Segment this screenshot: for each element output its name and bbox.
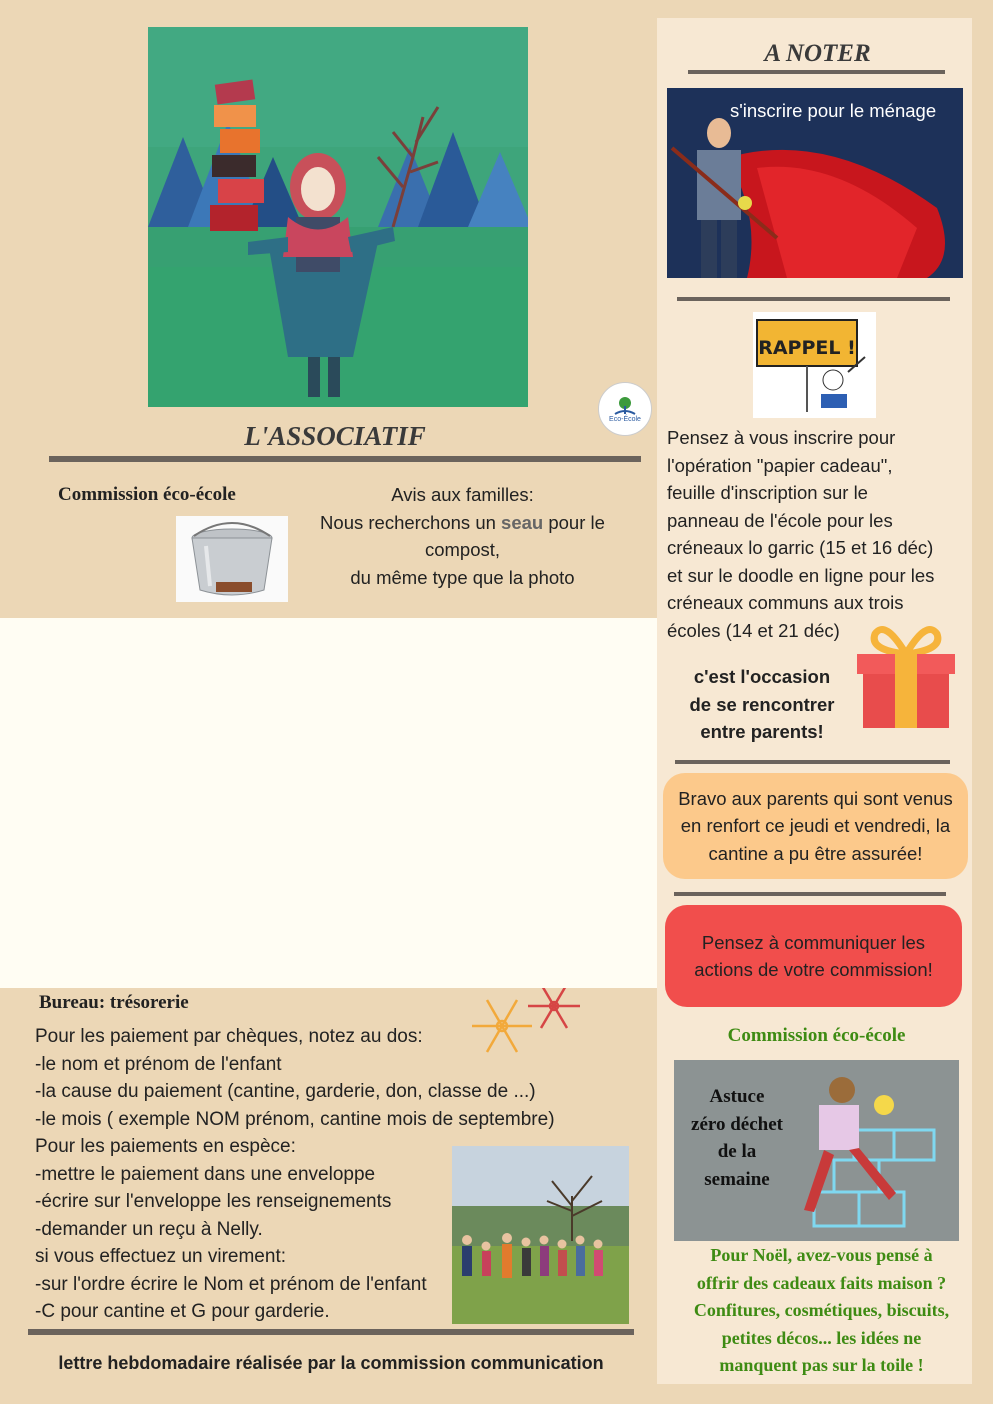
- bureau-line: -le mois ( exemple NOM prénom, cantine mois de septembre): [35, 1108, 555, 1130]
- rappel-sign-text: RAPPEL !: [758, 337, 856, 359]
- footer-text: lettre hebdomadaire réalisée par la commission communication: [58, 1353, 604, 1373]
- astuce-line: semaine: [704, 1168, 770, 1190]
- commission-eco-label: Commission éco-école: [58, 484, 236, 505]
- astuce-text: [678, 1083, 796, 1193]
- eco-badge-label: Eco-École: [609, 415, 641, 423]
- notice-line-3: compost,: [424, 539, 501, 560]
- astuce-line: Astuce: [709, 1086, 765, 1107]
- bucket-photo: [176, 516, 288, 602]
- noel-line: manquent pas sur la toile !: [719, 1355, 924, 1375]
- notice-line-2: [300, 509, 625, 537]
- communicate-bubble: [665, 905, 962, 1007]
- occasion-text: [662, 663, 862, 746]
- noel-line: petites décos... les idées ne: [721, 1327, 922, 1348]
- notice-line-2-pre: Nous recherchons un: [320, 511, 502, 533]
- astuce-line: de la: [717, 1141, 757, 1162]
- notice-text: [300, 481, 625, 591]
- gift-icon: [855, 624, 957, 728]
- paper-line: Pensez à vous inscrire pour: [667, 427, 896, 448]
- bravo-bubble: [663, 773, 968, 879]
- eco-commission-title: Commission éco-école: [727, 1025, 906, 1046]
- notice-line-1: Avis aux familles:: [391, 484, 534, 505]
- noel-line: offrir des cadeaux faits maison ?: [696, 1272, 947, 1293]
- bureau-line: Pour les paiements en espèce:: [35, 1136, 296, 1157]
- bureau-title: Bureau: trésorerie: [39, 992, 189, 1013]
- divider-rule: [674, 892, 946, 896]
- communicate-text: Pensez à communiquer les actions de votre commission!: [694, 931, 933, 980]
- papier-cadeau-text: [667, 424, 967, 644]
- occasion-line: entre parents!: [700, 721, 824, 742]
- bureau-line: si vous effectuez un virement:: [35, 1246, 286, 1267]
- illustration-woman-mountains: [148, 27, 528, 407]
- bureau-line: -la cause du paiement (cantine, garderie, don, classe de ...): [35, 1081, 536, 1102]
- bureau-line: -demander un reçu à Nelly.: [35, 1218, 263, 1240]
- notice-line-2-post: pour le: [543, 511, 605, 533]
- notice-line-4: du même type que la photo: [350, 566, 575, 588]
- occasion-line: de se rencontrer: [689, 693, 835, 715]
- divider-rule: [688, 70, 945, 74]
- kids-playing-photo: [452, 1146, 629, 1324]
- paper-line: créneaux lo garric (15 et 16 déc): [667, 537, 934, 558]
- eco-ecole-logo: [598, 382, 652, 436]
- paper-line: écoles (14 et 21 déc): [667, 619, 840, 641]
- divider-rule: [49, 456, 641, 462]
- occasion-line: c'est l'occasion: [693, 666, 831, 687]
- divider-rule: [677, 297, 950, 301]
- associatif-title: L'ASSOCIATIF: [244, 421, 426, 451]
- bureau-line: -mettre le paiement dans une enveloppe: [35, 1163, 376, 1185]
- paper-line: feuille d'inscription sur le: [667, 482, 868, 503]
- paper-line: l'opération "papier cadeau",: [667, 454, 893, 476]
- bureau-line: -le nom et prénom de l'enfant: [35, 1053, 282, 1075]
- rappel-sign-image: [753, 312, 876, 418]
- bureau-line: Pour les paiement par chèques, notez au dos:: [35, 1026, 423, 1047]
- menage-caption: s'inscrire pour le ménage: [730, 100, 937, 121]
- notice-bold-seau: seau: [501, 511, 544, 533]
- paper-line: panneau de l'école pour les: [667, 509, 893, 531]
- a-noter-title: A NOTER: [764, 40, 871, 67]
- paper-line: et sur le doodle en ligne pour les: [667, 564, 935, 586]
- paper-line: créneaux communs aux trois: [667, 592, 904, 613]
- noel-text: [660, 1242, 983, 1380]
- noel-line: Confitures, cosmétiques, biscuits,: [693, 1300, 950, 1320]
- bureau-line: -C pour cantine et G pour garderie.: [35, 1301, 330, 1322]
- divider-rule: [675, 760, 950, 764]
- divider-rule: [28, 1329, 634, 1335]
- astuce-line: zéro déchet: [691, 1113, 783, 1135]
- bravo-text: Bravo aux parents qui sont venus en renfort ce jeudi et vendredi, la cantine a pu être assurée!: [678, 787, 953, 864]
- blank-white-area: [0, 618, 657, 988]
- bureau-line: -écrire sur l'enveloppe les renseignements: [35, 1191, 392, 1212]
- noel-line: Pour Noël, avez-vous pensé à: [710, 1245, 933, 1265]
- bureau-line: -sur l'ordre écrire le Nom et prénom de l'enfant: [35, 1273, 427, 1295]
- tree-icon: [612, 396, 638, 416]
